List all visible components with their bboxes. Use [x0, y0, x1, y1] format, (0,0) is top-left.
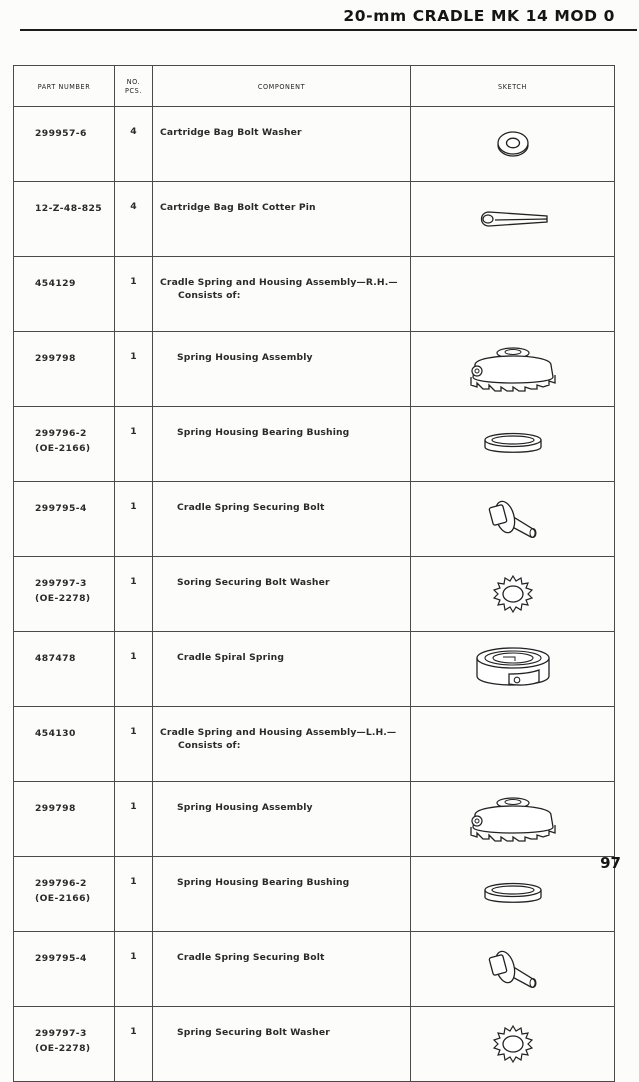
col-header-pcs: PCS. [125, 86, 142, 95]
component-name: Spring Housing Bearing Bushing [177, 427, 350, 438]
part-number: 299797-3 [35, 1028, 87, 1039]
component-cell [153, 407, 411, 482]
sketch-cell [411, 932, 615, 1007]
component-name: Cradle Spring Securing Bolt [177, 502, 325, 513]
component-cell [153, 557, 411, 632]
part-number: 12-Z-48-825 [35, 203, 103, 214]
part-number: 299796-2 [35, 428, 87, 439]
sketch-cell [411, 557, 615, 632]
table-header-row [14, 66, 615, 107]
part-number-cell [14, 857, 115, 932]
part-number-cell [14, 707, 115, 782]
component-name: Cradle Spiral Spring [177, 652, 285, 663]
component-subtext: Consists of: [178, 290, 241, 301]
part-number: 299957-6 [35, 128, 87, 139]
sketch-cell [411, 1007, 615, 1082]
col-header-component: COMPONENT [153, 66, 411, 107]
quantity-cell: 1 [115, 632, 153, 707]
part-number-alt: (OE-2166) [35, 443, 91, 454]
table-row [14, 182, 615, 257]
part-number-alt: (OE-2166) [35, 893, 91, 904]
component-name: Soring Securing Bolt Washer [177, 577, 330, 588]
table-row [14, 632, 615, 707]
header-rule [20, 29, 637, 31]
component-name: Cradle Spring Securing Bolt [177, 952, 325, 963]
sketch-cell [411, 782, 615, 857]
part-number-cell [14, 557, 115, 632]
part-number-cell [14, 332, 115, 407]
quantity-cell: 1 [115, 257, 153, 332]
part-number: 299795-4 [35, 953, 87, 964]
component-cell [153, 482, 411, 557]
part-number-cell [14, 407, 115, 482]
component-cell [153, 857, 411, 932]
table-row [14, 932, 615, 1007]
component-cell [153, 1007, 411, 1082]
quantity-cell: 1 [115, 857, 153, 932]
sketch-cell [411, 707, 615, 782]
page-header-title: 20-mm CRADLE MK 14 MOD 0 [343, 7, 615, 25]
quantity-cell: 1 [115, 782, 153, 857]
component-name: Spring Housing Assembly [177, 802, 313, 813]
component-cell [153, 932, 411, 1007]
sketch-cell [411, 632, 615, 707]
component-name: Spring Securing Bolt Washer [177, 1027, 330, 1038]
quantity-cell: 1 [115, 332, 153, 407]
col-header-sketch: SKETCH [411, 66, 615, 107]
component-name: Cartridge Bag Bolt Washer [160, 127, 302, 138]
col-header-part-number: PART NUMBER [14, 66, 115, 107]
component-name: Spring Housing Assembly [177, 352, 313, 363]
table-row [14, 557, 615, 632]
component-name: Spring Housing Bearing Bushing [177, 877, 350, 888]
part-number-cell [14, 482, 115, 557]
component-cell [153, 707, 411, 782]
table-row [14, 332, 615, 407]
component-cell [153, 782, 411, 857]
table-row [14, 857, 615, 932]
quantity-cell: 1 [115, 1007, 153, 1082]
sketch-cell [411, 107, 615, 182]
part-number-cell [14, 107, 115, 182]
component-name: Cradle Spring and Housing Assembly—L.H.— [160, 727, 397, 738]
sketch-cell [411, 257, 615, 332]
table-row [14, 482, 615, 557]
component-cell [153, 332, 411, 407]
part-number: 299796-2 [35, 878, 87, 889]
sketch-cell [411, 182, 615, 257]
part-number: 299795-4 [35, 503, 87, 514]
table-row [14, 107, 615, 182]
quantity-cell: 4 [115, 107, 153, 182]
sketch-cell [411, 332, 615, 407]
quantity-cell: 4 [115, 182, 153, 257]
quantity-cell: 1 [115, 707, 153, 782]
part-number-alt: (OE-2278) [35, 593, 91, 604]
component-name: Cartridge Bag Bolt Cotter Pin [160, 202, 316, 213]
component-cell [153, 257, 411, 332]
part-number-cell [14, 182, 115, 257]
table-row [14, 407, 615, 482]
part-number-cell [14, 932, 115, 1007]
part-number-cell [14, 782, 115, 857]
component-cell [153, 182, 411, 257]
part-number: 299797-3 [35, 578, 87, 589]
quantity-cell: 1 [115, 407, 153, 482]
col-header-no: NO. [126, 77, 141, 86]
col-header-no-pcs [115, 66, 153, 107]
part-number: 299798 [35, 803, 76, 814]
part-number-cell [14, 257, 115, 332]
page-number: 97 [600, 854, 621, 872]
part-number: 299798 [35, 353, 76, 364]
part-number: 454130 [35, 728, 76, 739]
component-name: Cradle Spring and Housing Assembly—R.H.— [160, 277, 398, 288]
sketch-cell [411, 482, 615, 557]
table-row [14, 707, 615, 782]
component-cell [153, 107, 411, 182]
part-number: 487478 [35, 653, 76, 664]
part-number: 454129 [35, 278, 76, 289]
sketch-cell [411, 407, 615, 482]
quantity-cell: 1 [115, 557, 153, 632]
component-cell [153, 632, 411, 707]
quantity-cell: 1 [115, 932, 153, 1007]
table-row [14, 1007, 615, 1082]
quantity-cell: 1 [115, 482, 153, 557]
parts-table [13, 65, 615, 1082]
part-number-cell [14, 1007, 115, 1082]
table-row [14, 782, 615, 857]
part-number-alt: (OE-2278) [35, 1043, 91, 1054]
sketch-cell [411, 857, 615, 932]
table-row [14, 257, 615, 332]
part-number-cell [14, 632, 115, 707]
component-subtext: Consists of: [178, 740, 241, 751]
